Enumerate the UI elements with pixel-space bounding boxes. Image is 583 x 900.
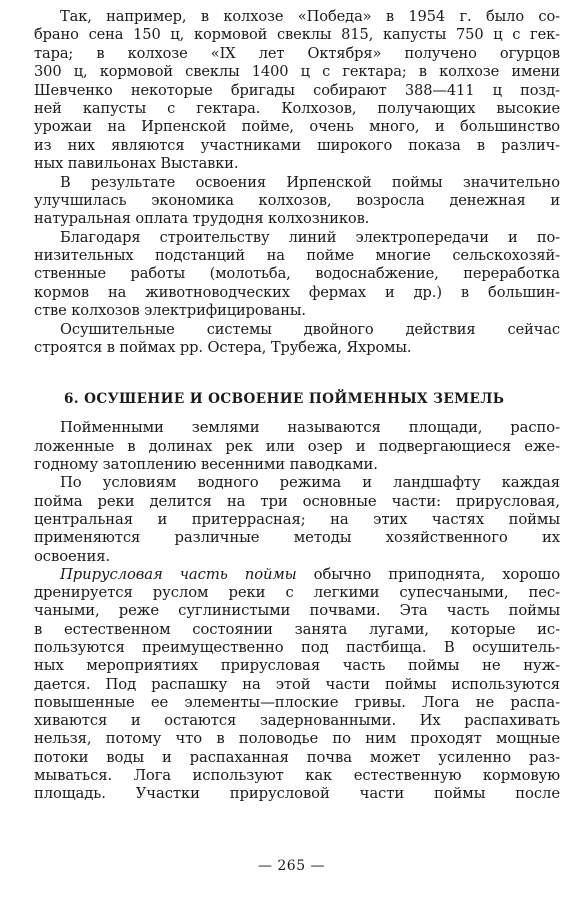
text-line: центральная и притеррасная; на этих частях поймы [34,510,560,528]
text-line: Так, например, в колхозе «Победа» в 1954 г. было со- [60,8,560,25]
text-line: ственные работы (молотьба, водоснабжение, переработка [34,265,560,283]
text-line: ней капусты с гектара. Колхозов, получающих высокие [34,99,560,117]
text-line: 300 ц, кормовой свеклы 1400 ц с гектара; в колхозе имени [34,63,560,81]
text-line: кормов на животноводческих фермах и др.) в большин- [34,283,560,301]
text-line [34,566,560,584]
text-line: По условиям водного режима и ландшафту каждая [60,474,560,492]
text-line: освоения. [34,547,111,565]
paragraph [34,8,560,174]
text-line: нельзя, потому что в половодье по ним проходят мощные [34,730,560,748]
text-line: Благодаря строительству линий электропередачи и по- [60,228,560,246]
paragraph [34,474,560,565]
section-heading: 6. ОСУШЕНИЕ И ОСВОЕНИЕ ПОЙМЕННЫХ ЗЕМЕЛЬ [64,391,505,408]
text-line: Пойменными землями называются площади, распо- [60,419,560,437]
text-line: низительных подстанций на пойме многие сельскохозяй- [34,247,560,265]
text-line: брано сена 150 ц, кормовой свеклы 815, капусты 750 ц с гек- [34,26,560,44]
text-line: строятся в поймах рр. Остера, Трубежа, Яхромы. [34,339,412,357]
text-line: ложенные в долинах рек или озер и подвергающиеся еже- [34,437,560,455]
paragraph [34,174,560,229]
italic-term: Прирусловая часть поймы [60,565,297,583]
text-line: тара; в колхозе «IX лет Октября» получено огурцов [34,44,560,62]
text-fragment: обычно приподнята, хорошо [296,565,560,583]
document-page [34,8,560,804]
text-line: применяются различные методы хозяйственного их [34,529,560,547]
text-line: хиваются и остаются задернованными. Их распахивать [34,712,560,730]
text-line: площадь. Участки прирусловой части поймы после [34,785,560,803]
text-line: мываться. Лога используют как естественную кормовую [34,767,560,785]
text-line: стве колхозов электрифицированы. [34,302,306,320]
section-floodplain [34,419,560,803]
text-line: Осушительные системы двойного действия сейчас [60,320,560,338]
paragraph [34,566,560,804]
text-line: дренируется руслом реки с легкими супесчаными, пес- [34,584,560,602]
text-line: В результате освоения Ирпенской поймы значительно [60,173,560,191]
paragraph [34,321,560,358]
text-line: в естественном состоянии занята лугами, которые ис- [34,620,560,638]
section-intro [34,8,560,357]
text-line: ных павильонах Выставки. [34,155,239,173]
text-line: натуральная оплата трудодня колхозников. [34,210,370,228]
text-line: из них являются участниками широкого показа в различ- [34,136,560,154]
text-line: потоки воды и распаханная почва может усиленно раз- [34,748,560,766]
text-line: Шевченко некоторые бригады собирают 388—411 ц позд- [34,81,560,99]
paragraph [34,419,560,474]
text-line: пойма реки делится на три основные части: прирусловая, [34,492,560,510]
text-line: урожаи на Ирпенской пойме, очень много, и большинство [34,118,560,136]
text-line: годному затоплению весенними паводками. [34,456,378,474]
text-line: чаными, реже суглинистыми почвами. Эта часть поймы [34,602,560,620]
text-line: пользуются преимущественно под пастбища. В осушитель- [34,638,560,656]
text-line: улучшилась экономика колхозов, возросла денежная и [34,191,560,209]
text-line: ных мероприятиях прирусловая часть поймы не нуж- [34,657,560,675]
page-number: — 265 — [257,858,326,874]
text-line: повышенные ее элементы—плоские гривы. Лога не распа- [34,693,560,711]
paragraph [34,229,560,321]
text-line: дается. Под распашку на этой части поймы используются [34,675,560,693]
